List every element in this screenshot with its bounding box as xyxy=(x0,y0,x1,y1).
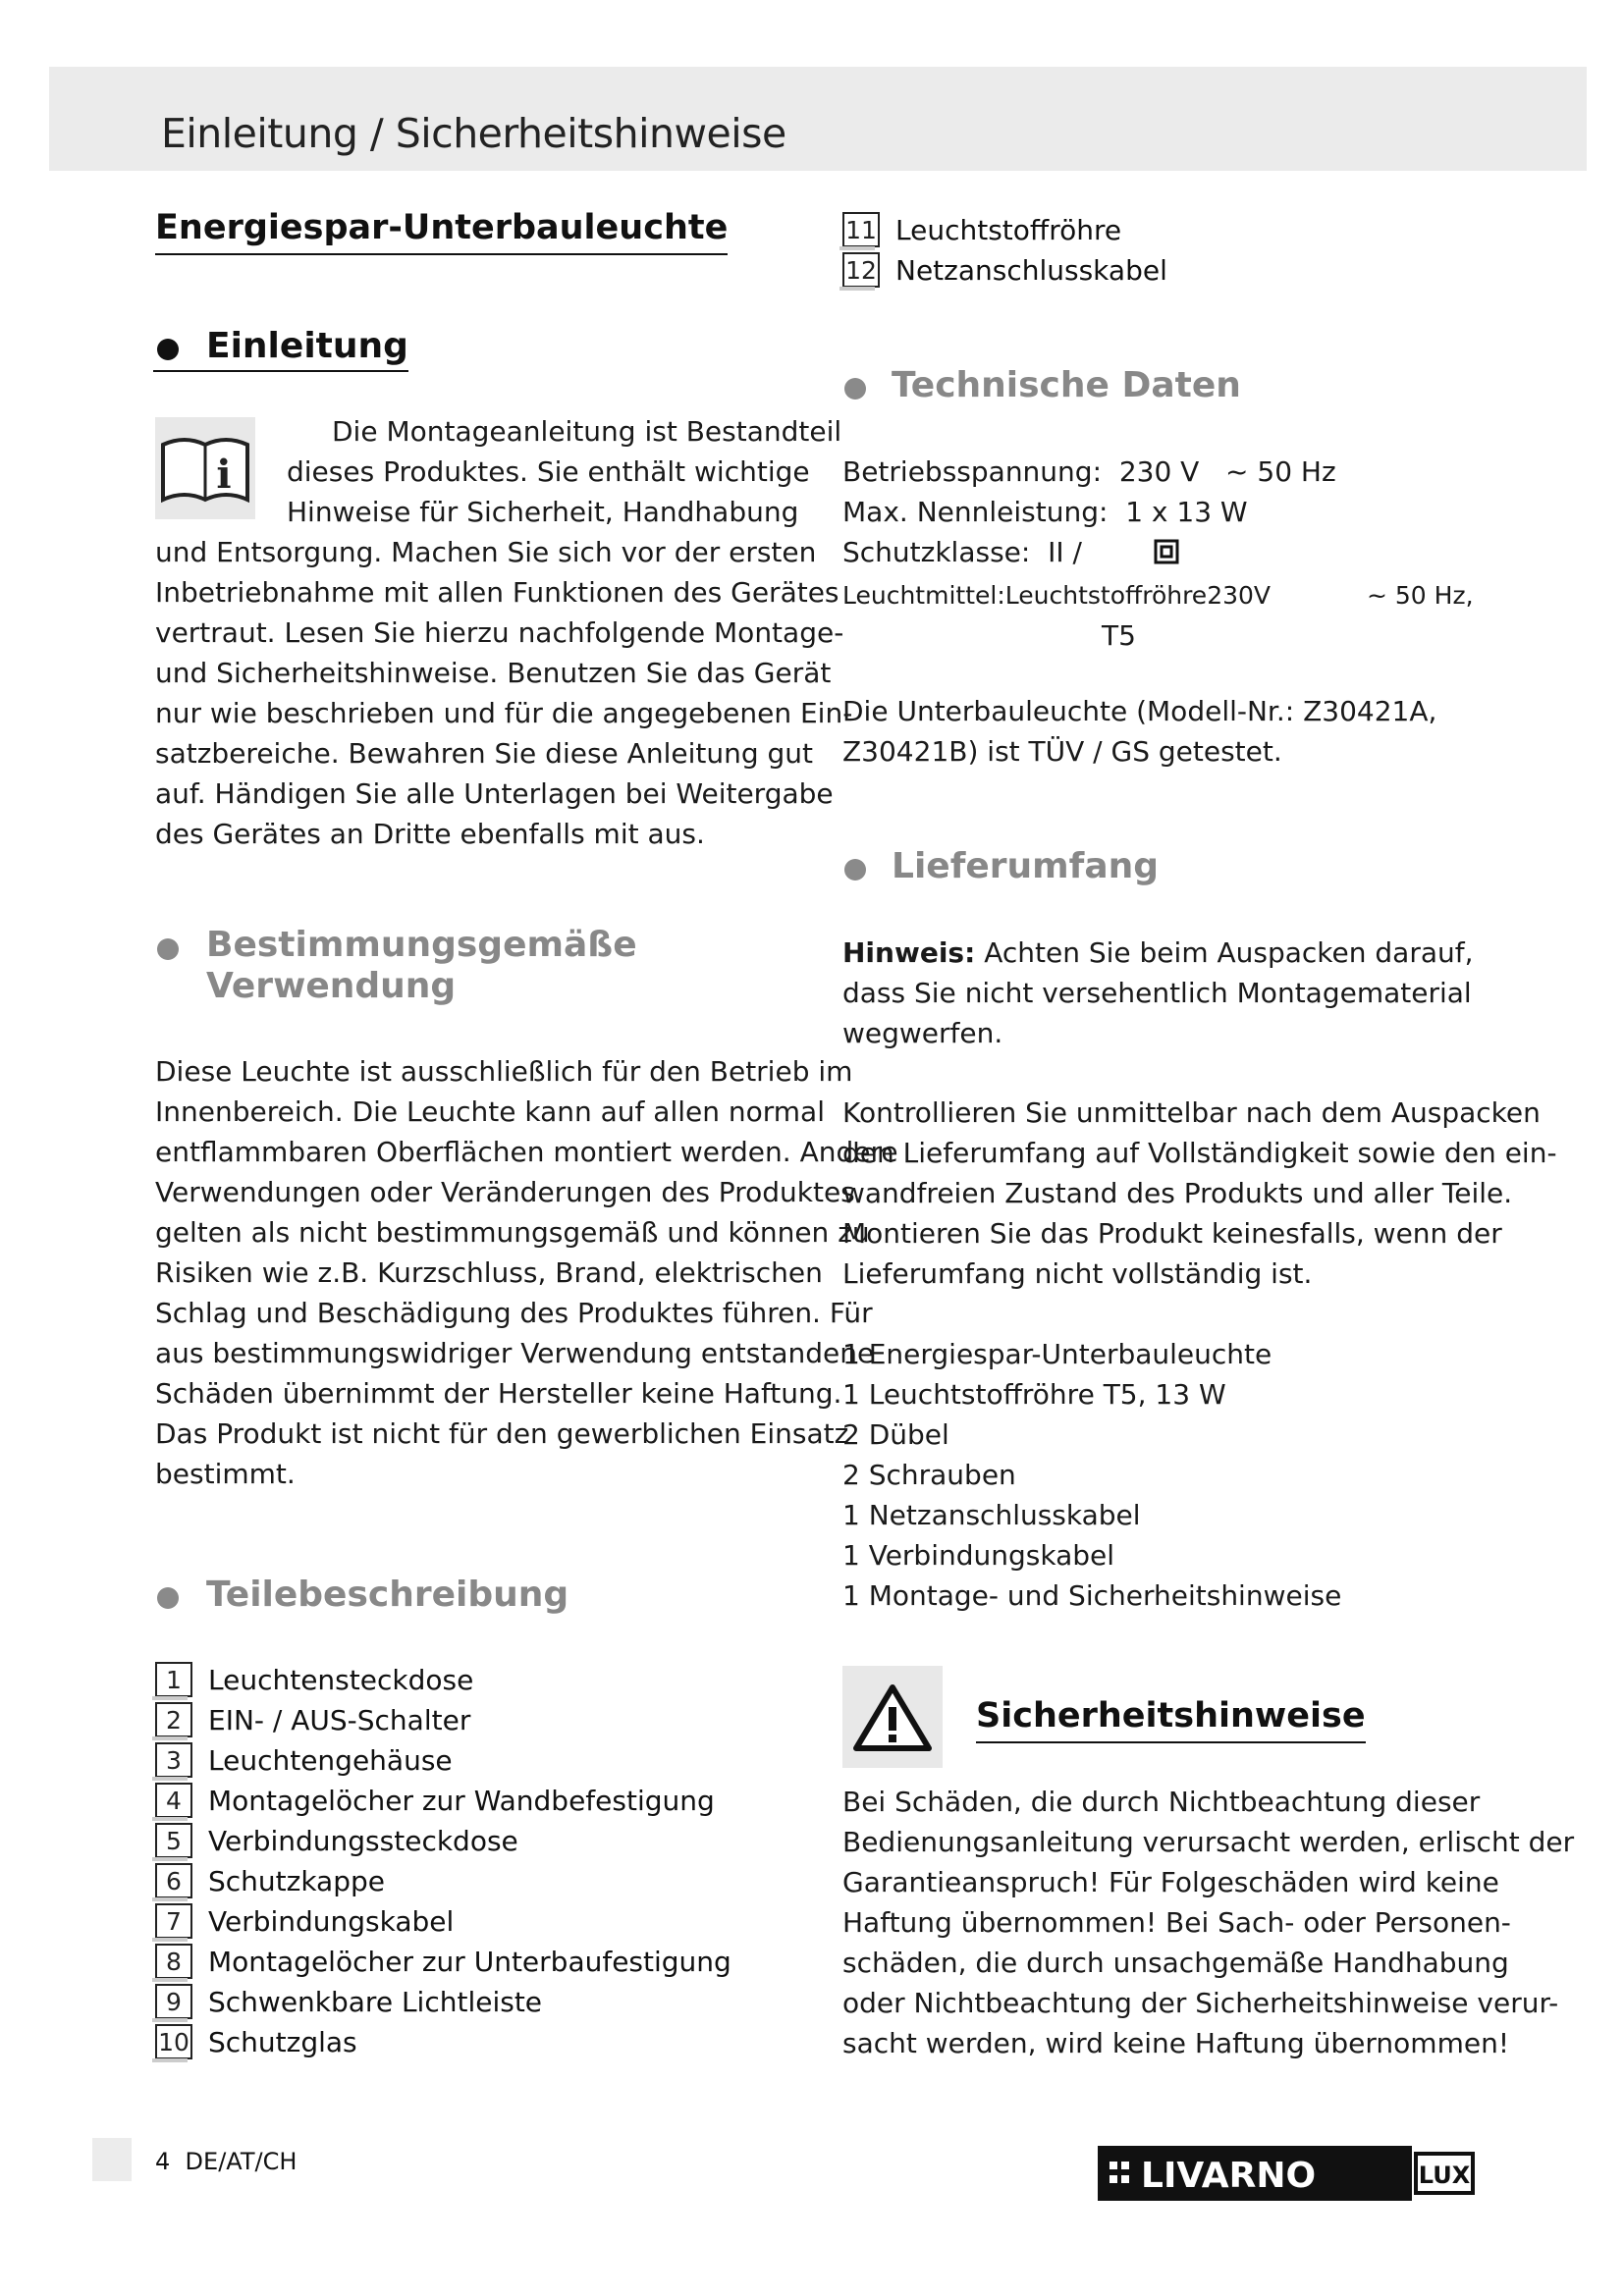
text-line: und Sicherheitshinweise. Benutzen Sie das Gerät xyxy=(155,657,832,689)
text-line: dieses Produktes. Sie enthält wichtige xyxy=(287,455,810,488)
text-line: Das Produkt ist nicht für den gewerblichen Einsatz xyxy=(155,1417,849,1450)
text-line: Die Unterbauleuchte (Modell-Nr.: Z30421A, xyxy=(842,695,1437,727)
technical-data xyxy=(842,452,1510,656)
list-item: 1 Netzanschlusskabel xyxy=(842,1499,1141,1531)
list-item: 2 Dübel xyxy=(842,1418,949,1451)
text-line: Lieferumfang nicht vollständig ist. xyxy=(842,1257,1313,1290)
sicherheit-text xyxy=(842,1782,1575,2063)
parts-list-continued: 11 Leuchtstoffröhre 12 Netzanschlusskabel xyxy=(842,212,1490,300)
hinweis-line: Hinweis: Achten Sie beim Auspacken darauf, xyxy=(842,936,1474,969)
text-line: Schäden übernimmt der Hersteller keine Haftung. xyxy=(155,1377,842,1410)
text-line: nur wie beschrieben und für die angegebenen Ein- xyxy=(155,697,853,729)
page-header-title: Einleitung / Sicherheitshinweise xyxy=(161,110,786,157)
text-line: Z30421B) ist TÜV / GS getestet. xyxy=(842,735,1282,768)
model-info xyxy=(842,691,1510,772)
text-line: Verwendungen oder Veränderungen des Produktes xyxy=(155,1176,855,1208)
list-item: 1 Verbindungskabel xyxy=(842,1539,1115,1572)
hinweis-text xyxy=(842,933,1510,1053)
svg-text:LUX: LUX xyxy=(1418,2162,1471,2189)
text-line: und Entsorgung. Machen Sie sich vor der ersten xyxy=(155,536,817,568)
text-line: entflammbaren Oberflächen montiert werden. Andere xyxy=(155,1136,898,1168)
text-line: wegwerfen. xyxy=(842,1017,1003,1049)
text-line: satzbereiche. Bewahren Sie diese Anleitung gut xyxy=(155,737,814,770)
warning-triangle-icon xyxy=(842,1666,943,1768)
bullet-icon xyxy=(844,859,866,881)
svg-text:i: i xyxy=(216,452,232,498)
list-item: 1 Energiespar-Unterbauleuchte xyxy=(842,1338,1272,1370)
text-line: Garantieanspruch! Für Folgeschäden wird keine xyxy=(842,1866,1499,1898)
text-line: bestimmt. xyxy=(155,1458,296,1490)
svg-text:LIVARNO: LIVARNO xyxy=(1141,2156,1317,2196)
section-heading-lieferumfang: Lieferumfang xyxy=(892,846,1160,886)
text-line: Montieren Sie das Produkt keinesfalls, wenn der xyxy=(842,1217,1502,1250)
list-item: 1 Montage- und Sicherheitshinweise xyxy=(842,1579,1342,1612)
page-number-box xyxy=(92,2138,132,2181)
section-heading-einleitung: Einleitung xyxy=(153,326,408,372)
protection-class-ii-icon xyxy=(1154,535,1179,575)
spec-power: Max. Nennleistung: 1 x 13 W xyxy=(842,496,1248,528)
text-line: den Lieferumfang auf Vollständigkeit sowie den ein- xyxy=(842,1137,1557,1169)
text-line: Diese Leuchte ist ausschließlich für den Betrieb im xyxy=(155,1055,853,1088)
text-line: wandfreien Zustand des Produkts und aller Teile. xyxy=(842,1177,1513,1209)
bullet-icon xyxy=(157,938,179,960)
text-line: sacht werden, wird keine Haftung übernommen! xyxy=(842,2027,1510,2059)
text-line: Die Montageanleitung ist Bestandteil xyxy=(332,415,842,448)
text-line: vertraut. Lesen Sie hierzu nachfolgende Montage- xyxy=(155,616,844,649)
text-line: Bei Schäden, die durch Nichtbeachtung dieser xyxy=(842,1786,1481,1818)
main-heading: Energiespar-Unterbauleuchte xyxy=(155,208,728,255)
text-line: auf. Händigen Sie alle Unterlagen bei Weitergabe xyxy=(155,777,834,810)
spec-lamp: Leuchtmittel:Leuchtstoffröhre230V ~ 50 Hz, xyxy=(842,581,1474,610)
parts-list: 1 Leuchtensteckdose 2 EIN- / AUS-Schalter 3 Leuchtengehäuse 4 Montagelöcher zur Wandbefestigung 5 Verbindungssteckdose 6 Schutzkappe 7 Verbindungskabel 8 Montagelöcher zur Unterbaufestigung 9 Schwenkbare Lichtleiste 10 Schutzglas xyxy=(155,1662,803,2074)
page-number: 4 DE/AT/CH xyxy=(155,2148,298,2175)
spec-lamp-type: T5 xyxy=(1102,619,1136,652)
section-heading-teile: Teilebeschreibung xyxy=(206,1575,569,1615)
text-line: Schlag und Beschädigung des Produktes führen. Für xyxy=(155,1297,873,1329)
text-line: Risiken wie z.B. Kurzschluss, Brand, elektrischen xyxy=(155,1256,823,1289)
text-line: gelten als nicht bestimmungsgemäß und können zu xyxy=(155,1216,870,1249)
text-line: Haftung übernommen! Bei Sach- oder Personen- xyxy=(842,1906,1511,1939)
delivery-list xyxy=(842,1334,1510,1616)
text-line: Hinweise für Sicherheit, Handhabung xyxy=(287,496,799,528)
text-line: dass Sie nicht versehentlich Montagematerial xyxy=(842,977,1472,1009)
text-line: Bedienungsanleitung verursacht werden, erlischt der xyxy=(842,1826,1575,1858)
brand-logo xyxy=(1098,2146,1479,2201)
text-line: des Gerätes an Dritte ebenfalls mit aus. xyxy=(155,818,705,850)
text-line: aus bestimmungswidriger Verwendung entstandene xyxy=(155,1337,875,1369)
text-line: Kontrollieren Sie unmittelbar nach dem Auspacken xyxy=(842,1096,1541,1129)
section-heading-bestimmung: Bestimmungsgemäße Verwendung xyxy=(206,925,637,1006)
text-line: Innenbereich. Die Leuchte kann auf allen normal xyxy=(155,1095,825,1128)
text-line: oder Nichtbeachtung der Sicherheitshinweise verur- xyxy=(842,1987,1559,2019)
bullet-icon xyxy=(157,1587,179,1609)
text-line: schäden, die durch unsachgemäße Handhabung xyxy=(842,1947,1509,1979)
text-line: Inbetriebnahme mit allen Funktionen des Gerätes xyxy=(155,576,839,609)
einleitung-text xyxy=(155,411,853,854)
spec-voltage: Betriebsspannung: 230 V ~ 50 Hz xyxy=(842,455,1336,488)
check-text xyxy=(842,1093,1557,1294)
spec-protection-class: Schutzklasse: II / xyxy=(842,532,1510,575)
bullet-icon xyxy=(844,378,866,400)
list-item: 1 Leuchtstoffröhre T5, 13 W xyxy=(842,1378,1226,1411)
list-item: 2 Schrauben xyxy=(842,1459,1016,1491)
section-heading-sicherheit: Sicherheitshinweise xyxy=(976,1696,1366,1743)
section-heading-technische-daten: Technische Daten xyxy=(892,365,1241,405)
